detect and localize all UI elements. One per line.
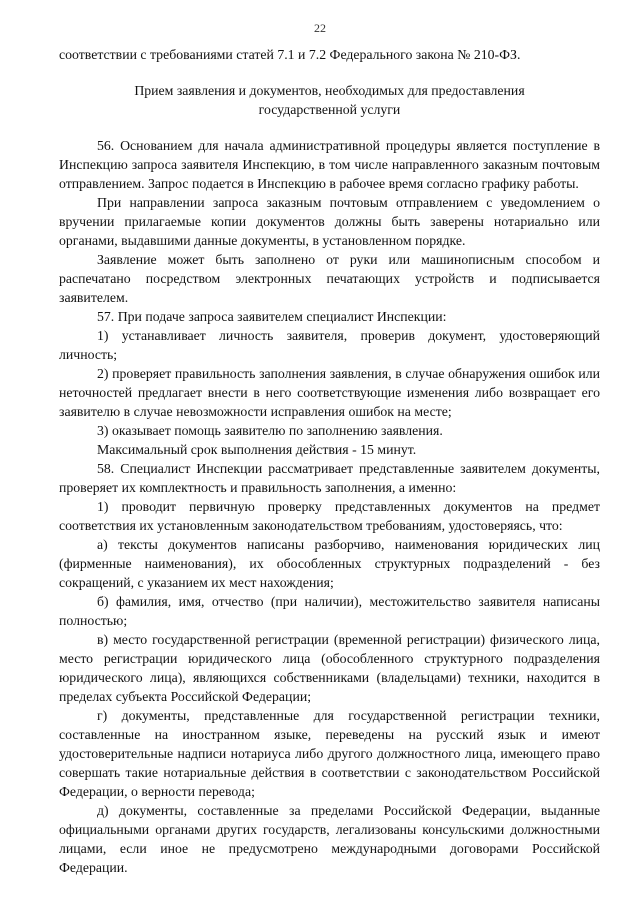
list-item-58-1: 1) проводит первичную проверку представленных документов на предмет соответствия их установленным законодательством требованиям, удостоверяясь, что:	[59, 499, 600, 533]
paragraph-continuation: соответствии с требованиями статей 7.1 и 7.2 Федерального закона № 210-ФЗ.	[59, 47, 521, 62]
list-item-57-1: 1) устанавливает личность заявителя, проверив документ, удостоверяющий личность;	[59, 328, 600, 362]
list-item-58-a: а) тексты документов написаны разборчиво, наименования юридических лиц (фирменные наименования), их обособленных структурных подразделений - без сокращений, с указанием их мест нахождения;	[59, 537, 600, 590]
document-body	[59, 45, 600, 877]
list-item-57-2: 2) проверяет правильность заполнения заявления, в случае обнаружения ошибок или неточностей предлагает внести в него соответствующие изменения либо возвращает его заявителю в случае невозможности исправления ошибок на месте;	[59, 366, 600, 419]
list-item-58-d: д) документы, составленные за пределами Российской Федерации, выданные официальными органами других государств, легализованы консульскими должностными лицами, если иное не предусмотрено международными договорами Российской Федерации.	[59, 803, 600, 875]
list-item-57-3: 3) оказывает помощь заявителю по заполнению заявления.	[97, 423, 443, 438]
list-item-58-g: г) документы, представленные для государственной регистрации техники, составленные на иностранном языке, переведены на русский язык и имеют удостоверительные надписи нотариуса либо другого должностного лица, имеющего право совершать такие нотариальные действия в соответствии с законодательством Российской Федерации, о верности перевода;	[59, 708, 600, 799]
list-item-58-v: в) место государственной регистрации (временной регистрации) физического лица, место регистрации юридического лица (обособленного структурного подразделения юридического лица), являющихся собственниками (владельцами) техники, находится в пределах субъекта Российской Федерации;	[59, 632, 600, 704]
paragraph-postal-request: При направлении запроса заказным почтовым отправлением с уведомлением о вручении прилагаемые копии документов должны быть заверены нотариально или органами, выдавшими данные документы, в установленном порядке.	[59, 195, 600, 248]
paragraph-58: 58. Специалист Инспекции рассматривает представленные заявителем документы, проверяет их комплектность и правильность заполнения, а именно:	[59, 461, 600, 495]
page-number: 22	[314, 21, 326, 35]
paragraph-application-form: Заявление может быть заполнено от руки или машинописным способом и распечатано посредством электронных печатающих устройств и подписывается заявителем.	[59, 252, 600, 305]
paragraph-57: 57. При подаче запроса заявителем специалист Инспекции:	[97, 309, 447, 324]
list-item-58-b: б) фамилия, имя, отчество (при наличии), местожительство заявителя написаны полностью;	[59, 594, 600, 628]
paragraph-56: 56. Основанием для начала административной процедуры является поступление в Инспекцию запроса заявителя Инспекцию, в том числе направленного заказным почтовым отправлением. Запрос подается в Инспекцию в рабочее время согласно графику работы.	[59, 138, 600, 191]
paragraph-max-duration: Максимальный срок выполнения действия - 15 минут.	[97, 442, 417, 457]
section-heading: Прием заявления и документов, необходимых для предоставления государственной услуги	[134, 83, 525, 117]
